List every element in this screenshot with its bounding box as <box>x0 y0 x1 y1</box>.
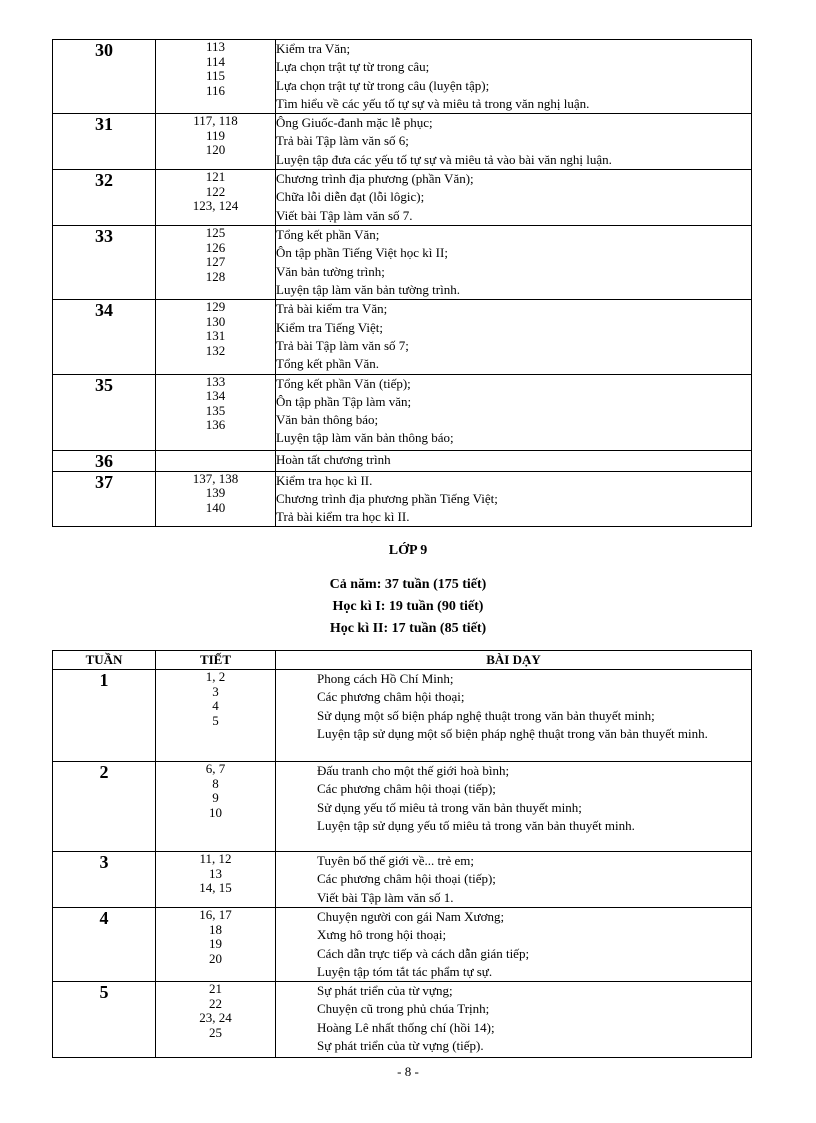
period-list <box>156 908 276 982</box>
lesson-item: Trả bài Tập làm văn số 6; <box>276 133 409 149</box>
period-list <box>156 170 276 226</box>
period-number: 13 <box>209 865 222 881</box>
lesson-item: Lựa chọn trật tự từ trong câu (luyện tập); <box>276 77 490 93</box>
period-number: 135 <box>205 402 226 418</box>
header-week: TUẦN <box>53 651 156 670</box>
lesson-item: Các phương châm hội thoại (tiếp); <box>317 871 496 887</box>
period-number: 113 <box>205 39 226 54</box>
period-list <box>156 762 276 852</box>
lesson-list <box>276 170 752 226</box>
week-number: 35 <box>53 374 156 450</box>
period-number: 5 <box>212 712 219 728</box>
period-number: 128 <box>205 268 226 284</box>
lesson-list <box>276 670 752 762</box>
period-list <box>156 300 276 374</box>
lesson-item: Trả bài Tập làm văn số 7; <box>276 337 409 353</box>
period-number: 126 <box>205 239 226 255</box>
lesson-item: Tìm hiểu về các yếu tố tự sự và miêu tả trong văn nghị luận. <box>276 95 590 111</box>
week-number: 30 <box>53 40 156 114</box>
period-number: 119 <box>205 127 226 143</box>
lesson-item: Phong cách Hồ Chí Minh; <box>317 671 454 686</box>
lesson-list <box>276 226 752 300</box>
lesson-item: Kiểm tra Tiếng Việt; <box>276 319 383 335</box>
period-number: 122 <box>205 183 226 199</box>
period-number: 139 <box>205 485 226 501</box>
page-number: - 8 - <box>397 1064 419 1079</box>
period-number: 137, 138 <box>192 470 239 486</box>
period-number: 9 <box>212 790 219 805</box>
week-number: 34 <box>53 300 156 374</box>
week-number: 37 <box>53 471 156 527</box>
table-row <box>53 852 752 908</box>
semester-1-summary: Học kì I: 19 tuần (90 tiết) <box>332 599 484 614</box>
period-number: 11, 12 <box>199 851 232 866</box>
grade-title: LỚP 9 <box>388 543 428 558</box>
period-number: 117, 118 <box>193 113 238 129</box>
lesson-item: Tổng kết phần Văn. <box>276 356 380 372</box>
period-list <box>156 374 276 450</box>
lesson-list <box>276 852 752 908</box>
lesson-item: Hoàng Lê nhất thống chí (hồi 14); <box>317 1019 495 1035</box>
table-row <box>53 762 752 852</box>
period-number: 136 <box>205 417 226 433</box>
week-number: 4 <box>53 908 156 982</box>
period-number: 10 <box>209 804 222 820</box>
lesson-list <box>276 114 752 170</box>
period-number: 115 <box>205 68 226 83</box>
period-number: 116 <box>205 82 226 98</box>
period-list <box>156 852 276 908</box>
lesson-item: Ôn tập phần Tập làm văn; <box>276 393 412 409</box>
schedule-table-grade-8-continued <box>52 39 752 527</box>
lesson-item: Ông Giuốc-đanh mặc lễ phục; <box>276 115 433 131</box>
period-number: 129 <box>205 299 226 315</box>
lesson-item: Sử dụng một số biện pháp nghệ thuật trong văn bản thuyết minh; <box>317 707 655 723</box>
lesson-item: Luyện tập sử dụng một số biện pháp nghệ thuật trong văn bản thuyết minh. <box>317 725 708 741</box>
period-number: 21 <box>209 981 222 997</box>
lesson-item: Luyện tập làm văn bản tường trình. <box>276 282 460 298</box>
period-number: 125 <box>205 225 226 241</box>
period-number: 18 <box>209 921 222 937</box>
week-number: 36 <box>53 450 156 471</box>
period-list <box>156 226 276 300</box>
lesson-item: Xưng hô trong hội thoại; <box>317 927 447 943</box>
lesson-item: Lựa chọn trật tự từ trong câu; <box>276 59 430 75</box>
semester-2-summary: Học kì II: 17 tuần (85 tiết) <box>329 621 487 636</box>
table-row <box>53 450 752 471</box>
lesson-item: Văn bản thông báo; <box>276 412 379 428</box>
period-number: 132 <box>205 342 226 358</box>
week-number: 5 <box>53 982 156 1058</box>
lesson-item: Chuyện cũ trong phủ chúa Trịnh; <box>317 1001 490 1017</box>
period-number: 127 <box>205 254 226 270</box>
header-periods: TIẾT <box>156 651 276 670</box>
period-number: 25 <box>209 1024 222 1040</box>
period-number: 130 <box>205 313 226 329</box>
period-list <box>156 40 276 114</box>
schedule-table-grade-9 <box>52 650 752 1058</box>
lesson-item: Các phương châm hội thoại; <box>317 689 465 705</box>
table-row <box>53 471 752 527</box>
lesson-item: Luyện tập tóm tắt tác phẩm tự sự. <box>317 963 493 979</box>
week-number: 33 <box>53 226 156 300</box>
period-number: 114 <box>205 53 226 69</box>
lesson-item: Tuyên bố thế giới về... trẻ em; <box>317 853 474 868</box>
lesson-item: Sự phát triển của từ vựng (tiếp). <box>317 1038 484 1054</box>
table-row <box>53 300 752 374</box>
lesson-item: Sự phát triển của từ vựng; <box>317 983 453 999</box>
period-list <box>156 114 276 170</box>
table-row <box>53 982 752 1058</box>
period-number: 121 <box>205 169 226 185</box>
table-header-row <box>53 651 752 670</box>
period-number: 19 <box>209 936 222 951</box>
lesson-item: Luyện tập sử dụng yếu tố miêu tả trong văn bản thuyết minh. <box>317 817 635 833</box>
period-list <box>156 450 276 471</box>
lesson-item: Tổng kết phần Văn; <box>276 227 380 243</box>
lesson-item: Viết bài Tập làm văn số 1. <box>317 889 454 905</box>
period-number: 20 <box>209 950 222 966</box>
period-number: 23, 24 <box>199 1010 232 1026</box>
lesson-item: Hoàn tất chương trình <box>276 451 391 467</box>
lesson-item: Trả bài kiểm tra học kì II. <box>276 509 410 525</box>
lesson-item: Cách dẫn trực tiếp và cách dẫn gián tiếp; <box>317 945 530 961</box>
lesson-item: Kiểm tra học kì II. <box>276 472 373 488</box>
table-row <box>53 226 752 300</box>
week-number: 3 <box>53 852 156 908</box>
lesson-item: Luyện tập làm văn bản thông báo; <box>276 430 454 446</box>
week-number: 32 <box>53 170 156 226</box>
period-list <box>156 471 276 527</box>
table-row <box>53 670 752 762</box>
period-list <box>156 670 276 762</box>
lesson-list <box>276 40 752 114</box>
period-number: 14, 15 <box>199 880 232 895</box>
period-number: 134 <box>205 388 226 404</box>
period-number: 120 <box>205 142 226 158</box>
lesson-item: Chương trình địa phương phần Tiếng Việt; <box>276 490 498 506</box>
lesson-list <box>276 982 752 1058</box>
week-number: 2 <box>53 762 156 852</box>
period-number: 123, 124 <box>192 198 239 214</box>
lesson-item: Kiểm tra Văn; <box>276 41 351 56</box>
period-number: 22 <box>209 995 222 1011</box>
lesson-list <box>276 300 752 374</box>
header-lessons: BÀI DẠY <box>276 651 752 670</box>
year-summary: Cả năm: 37 tuần (175 tiết) <box>329 577 487 592</box>
lesson-item: Sử dụng yếu tố miêu tả trong văn bản thuyết minh; <box>317 799 582 815</box>
lesson-item: Luyện tập đưa các yếu tố tự sự và miêu tả vào bài văn nghị luận. <box>276 151 612 167</box>
lesson-list <box>276 471 752 527</box>
lesson-list <box>276 762 752 852</box>
week-number: 1 <box>53 670 156 762</box>
table-row <box>53 908 752 982</box>
period-number: 140 <box>205 499 226 515</box>
period-number: 1, 2 <box>205 669 226 684</box>
period-number: 16, 17 <box>199 907 232 922</box>
period-list <box>156 982 276 1058</box>
lesson-item: Chương trình địa phương (phần Văn); <box>276 171 474 187</box>
lesson-item: Văn bản tường trình; <box>276 263 385 279</box>
lesson-list <box>276 374 752 450</box>
lesson-item: Các phương châm hội thoại (tiếp); <box>317 781 496 797</box>
period-number: 8 <box>212 775 219 791</box>
lesson-item: Ôn tập phần Tiếng Việt học kì II; <box>276 245 448 261</box>
lesson-list <box>276 908 752 982</box>
lesson-list <box>276 450 752 471</box>
lesson-item: Tổng kết phần Văn (tiếp); <box>276 375 411 391</box>
table-row <box>53 114 752 170</box>
table-row <box>53 374 752 450</box>
period-number: 3 <box>212 683 219 699</box>
lesson-item: Đấu tranh cho một thế giới hoà bình; <box>317 763 510 778</box>
lesson-item: Chuyện người con gái Nam Xương; <box>317 909 505 924</box>
table-row <box>53 40 752 114</box>
period-number: 131 <box>205 328 226 344</box>
lesson-item: Chữa lỗi diễn đạt (lỗi lôgic); <box>276 189 425 205</box>
period-number: 4 <box>212 698 219 713</box>
week-number: 31 <box>53 114 156 170</box>
lesson-item: Trả bài kiểm tra Văn; <box>276 301 388 317</box>
table-row <box>53 170 752 226</box>
lesson-item: Viết bài Tập làm văn số 7. <box>276 207 413 223</box>
period-number: 133 <box>205 373 226 389</box>
period-number: 6, 7 <box>205 761 226 776</box>
